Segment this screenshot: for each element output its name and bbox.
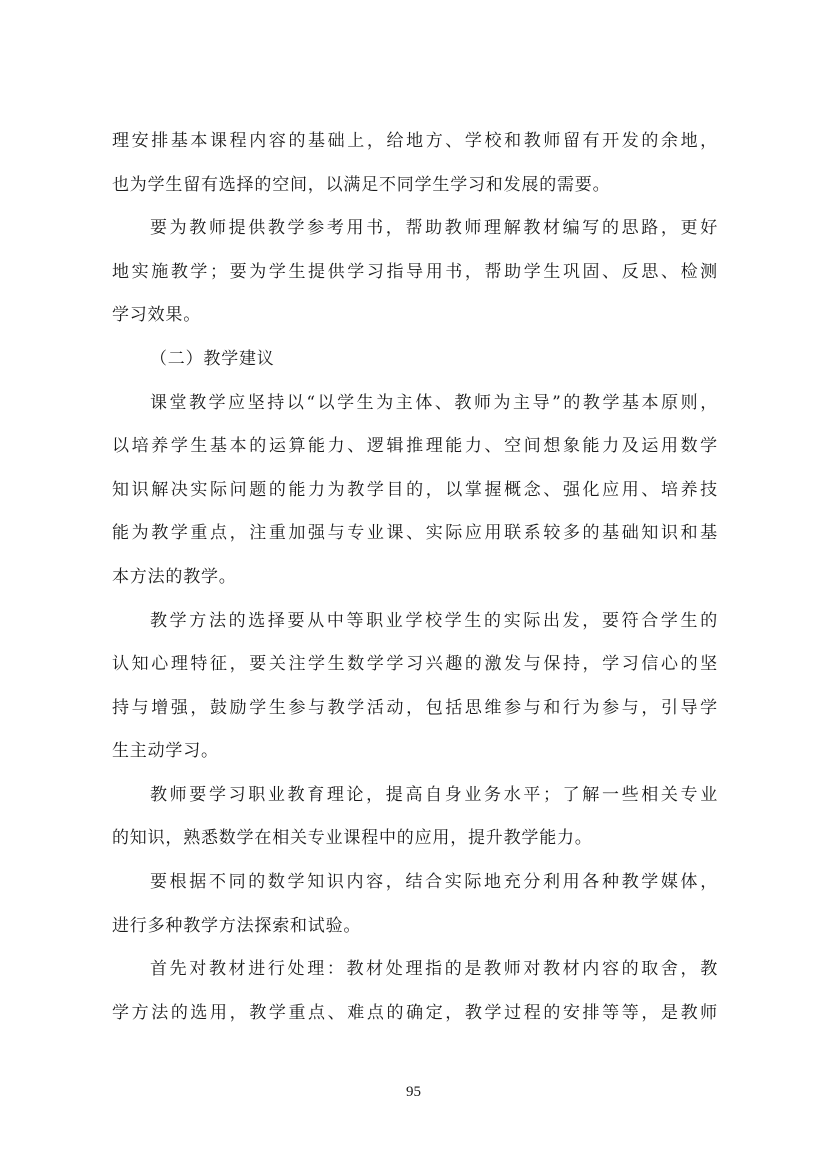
text-line: 持与增强，鼓励学生参与教学活动，包括思维参与和行为参与，引导学 — [112, 698, 718, 718]
text-line: 教学方法的选择要从中等职业学校学生的实际出发，要符合学生的 — [150, 611, 718, 631]
text-line: 以培养学生基本的运算能力、逻辑推理能力、空间想象能力及运用数学 — [112, 436, 718, 456]
text-line: 理安排基本课程内容的基础上，给地方、学校和教师留有开发的余地， — [112, 131, 718, 151]
text-line: 首先对教材进行处理：教材处理指的是教师对教材内容的取舍，教 — [150, 959, 718, 979]
text-line: 进行多种教学方法探索和试验。 — [112, 916, 362, 936]
text-line: 能为教学重点，注重加强与专业课、实际应用联系较多的基础知识和基 — [112, 523, 718, 543]
text-line: 要为教师提供教学参考用书，帮助教师理解教材编写的思路，更好 — [150, 218, 718, 238]
section-heading: （二）教学建议 — [150, 349, 275, 369]
text-line: 要根据不同的数学知识内容，结合实际地充分利用各种教学媒体， — [150, 872, 718, 892]
text-line: 也为学生留有选择的空间，以满足不同学生学习和发展的需要。 — [112, 175, 611, 195]
text-line: 生主动学习。 — [112, 741, 219, 761]
text-line: 知识解决实际问题的能力为教学目的，以掌握概念、强化应用、培养技 — [112, 480, 718, 500]
text-line: 认知心理特征，要关注学生数学学习兴趣的激发与保持，学习信心的坚 — [112, 654, 718, 674]
text-line: 学方法的选用，教学重点、难点的确定，教学过程的安排等等，是教师 — [112, 1003, 718, 1023]
text-line: 本方法的教学。 — [112, 567, 237, 587]
text-line: 教师要学习职业教育理论，提高自身业务水平；了解一些相关专业 — [150, 785, 718, 805]
page-number: 95 — [406, 1084, 421, 1100]
text-line: 课堂教学应坚持以“以学生为主体、教师为主导”的教学基本原则， — [150, 393, 718, 413]
text-line: 学习效果。 — [112, 305, 201, 325]
text-line: 地实施教学；要为学生提供学习指导用书，帮助学生巩固、反思、检测 — [112, 262, 718, 282]
text-line: 的知识，熟悉数学在相关专业课程中的应用，提升教学能力。 — [112, 828, 593, 848]
